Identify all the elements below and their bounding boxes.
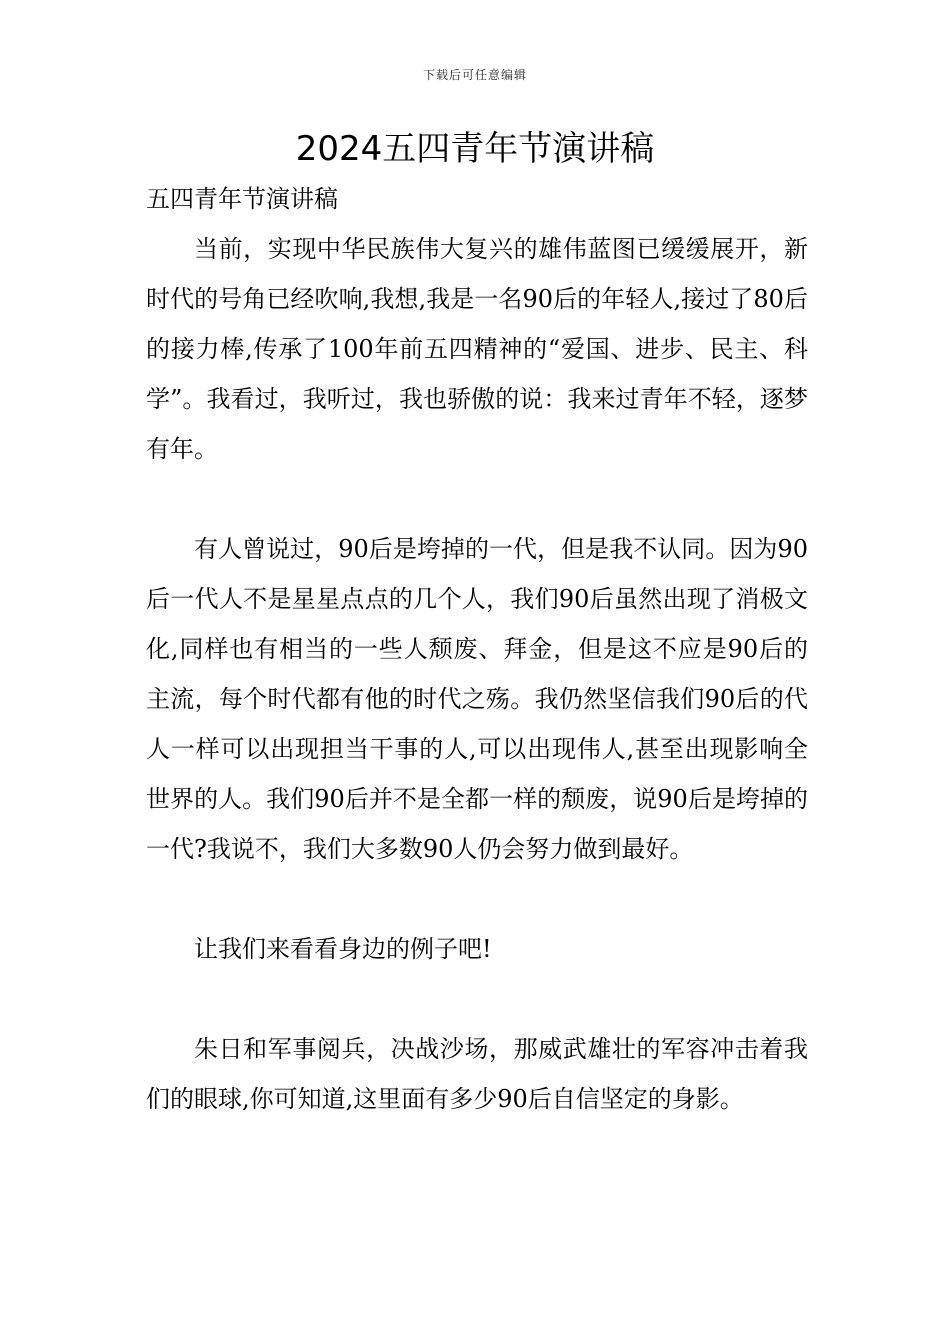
document-subtitle: 五四青年节演讲稿	[146, 185, 338, 213]
paragraph-4: 朱日和军事阅兵，决战沙场，那威武雄壮的军容冲击着我们的眼球,你可知道,这里面有多少90后自信坚定的身影。	[146, 1035, 808, 1113]
paragraph-1: 当前，实现中华民族伟大复兴的雄伟蓝图已缓缓展开，新时代的号角已经吹响,我想,我是一名90后的年轻人,接过了80后的接力棒,传承了100年前五四精神的“爱国、进步、民主、科学”。我看过，我听过，我也骄傲的说：我来过青年不轻，逐梦有年。	[146, 235, 808, 463]
paragraph-spacer	[146, 474, 808, 524]
document-body	[146, 174, 808, 1124]
document-title: 2024五四青年节演讲稿	[295, 129, 655, 169]
header-note: 下载后可任意编辑	[422, 68, 527, 82]
paragraph-3: 让我们来看看身边的例子吧!	[194, 935, 492, 963]
paragraph-spacer	[146, 874, 808, 924]
paragraph-spacer	[146, 974, 808, 1024]
paragraph-2: 有人曾说过，90后是垮掉的一代，但是我不认同。因为90后一代人不是星星点点的几个人，我们90后虽然出现了消极文化,同样也有相当的一些人颓废、拜金，但是这不应是90后的主流，每个时代都有他的时代之殇。我仍然坚信我们90后的代人一样可以出现担当干事的人,可以出现伟人,甚至出现影响全世界的人。我们90后并不是全都一样的颓废，说90后是垮掉的一代?我说不，我们大多数90人仍会努力做到最好。	[146, 535, 808, 863]
